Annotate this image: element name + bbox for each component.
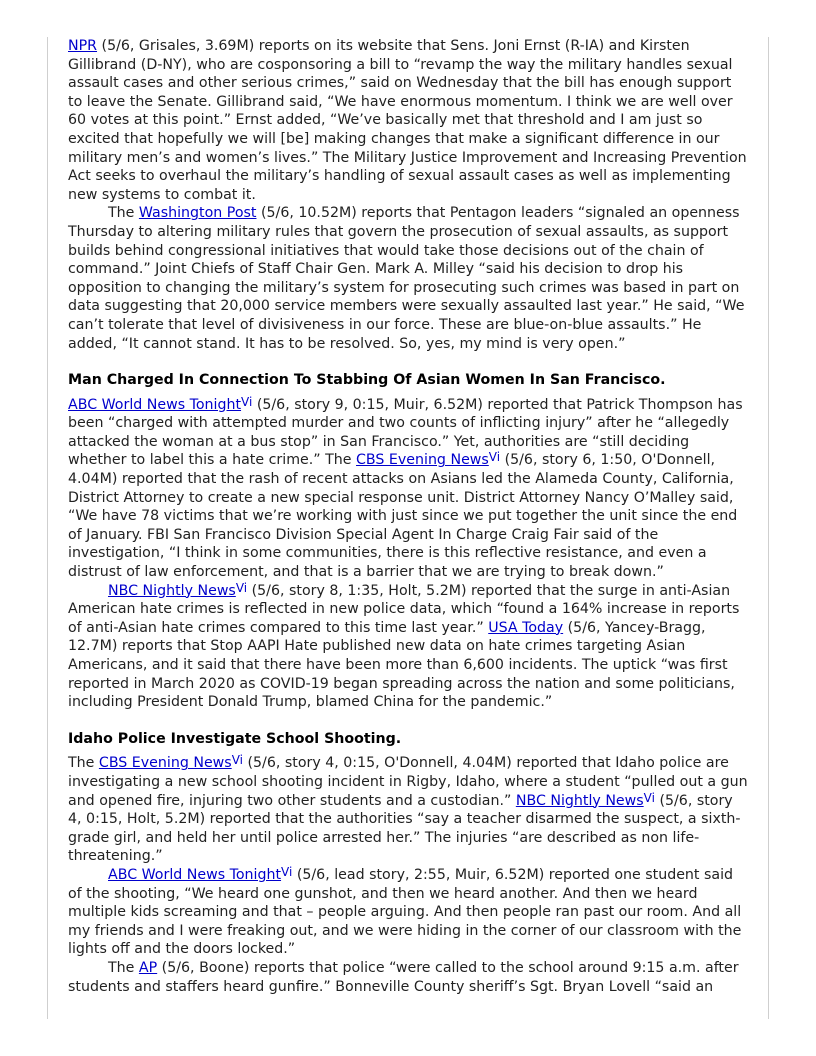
right-margin-rule — [768, 37, 769, 1019]
left-margin-rule — [47, 37, 48, 1019]
paragraph-ap-shooting — [68, 959, 750, 996]
paragraph-npr — [68, 37, 750, 204]
paragraph-text: (5/6, story 8, 1:35, Holt, 5.2M) reported that the surge in anti-Asian American hate crimes is reflected in new police data, which “found a 164% increase in reports of anti-Asian hate crimes compared to this time last year.” — [68, 582, 740, 636]
section-heading-shooting: Idaho Police Investigate School Shooting. — [68, 730, 402, 747]
nbc-nightly-news-link[interactable]: NBC Nightly News — [515, 792, 644, 809]
document-body — [68, 37, 750, 996]
abc-world-news-link[interactable]: ABC World News Tonight — [108, 866, 282, 883]
paragraph-text: (5/6, story 9, 0:15, Muir, 6.52M) reported that Patrick Thompson has been “charged with attempted murder and two counts of inflicting injury” after he “allegedly attacked the woman at a bus stop” in San Francisco.” Yet, authorities are “still deciding whether to label this a hate crime.” The — [68, 396, 743, 469]
paragraph-lead: The — [108, 205, 139, 222]
video-icon[interactable]: Vi — [231, 753, 243, 768]
usa-today-link[interactable]: USA Today — [488, 619, 564, 636]
paragraph-washington-post — [68, 204, 750, 353]
paragraph-text: (5/6, story 6, 1:50, O'Donnell, 4.04M) reported that the rash of recent attacks on Asians led the Alameda County, California, District Attorney to create a new special response unit. District Attorney Nancy O’Malley said, “We have 78 victims that we’re working with just since we put together the unit since the end of January. FBI San Francisco Division Special Agent In Charge Craig Fair said of the investigation, “I think in some communities, there is this reflective resistance, and even a distrust of law enforcement, and that is a barrier that we are trying to break down.” — [68, 452, 738, 581]
paragraph-abc-shooting — [68, 866, 750, 959]
paragraph-text: (5/6, 10.52M) reports that Pentagon leaders “signaled an openness Thursday to altering military rules that govern the prosecution of sexual assaults, as support builds behind congressional initiatives that would take those decisions out of the chain of command.” Joint Chiefs of Staff Chair Gen. Mark A. Milley “said his decision to drop his opposition to changing the military’s system for prosecuting such crimes was based in part on data suggesting that 20,000 service members were sexually assaulted last year.” He said, “We can’t tolerate that level of divisiveness in our force. These are blue-on-blue assaults.” He added, “It cannot stand. It has to be resolved. So, yes, my mind is very open.” — [68, 205, 745, 352]
paragraph-text: (5/6, Boone) reports that police “were called to the school around 9:15 a.m. after students and staffers heard gunfire.” Bonneville County sheriff’s Sgt. Bryan Lovell “said an — [68, 959, 739, 995]
video-icon[interactable]: Vi — [643, 790, 655, 805]
paragraph-text: (5/6, story 4, 0:15, Holt, 5.2M) reported that the authorities “say a teacher disarmed the suspect, a sixth-grade girl, and held her until police arrested her.” The injuries “are described as non life-threatening.” — [68, 792, 741, 865]
washington-post-link[interactable]: Washington Post — [138, 205, 257, 222]
npr-link[interactable]: NPR — [68, 38, 98, 54]
nbc-nightly-news-link[interactable]: NBC Nightly News — [108, 582, 236, 599]
video-icon[interactable]: Vi — [281, 864, 293, 879]
video-icon[interactable]: Vi — [241, 394, 253, 409]
section-heading-stabbing: Man Charged In Connection To Stabbing Of Asian Women In San Francisco. — [68, 372, 666, 389]
paragraph-text: (5/6, Yancey-Bragg, 12.7M) reports that Stop AAPI Hate published new data on hate crimes targeting Asian Americans, and it said that there have been more than 6,600 incidents. The uptick “was first reported in March 2020 as COVID-19 began spreading across the nation and some politicians, including President Donald Trump, blamed China for the pandemic.” — [68, 619, 735, 711]
paragraph-lead: The — [68, 755, 99, 772]
paragraph-nbc-hate-crimes — [68, 582, 750, 712]
paragraph-lead: The — [108, 959, 139, 976]
cbs-evening-news-link[interactable]: CBS Evening News — [98, 755, 232, 772]
paragraph-abc-stabbing — [68, 396, 750, 582]
abc-world-news-link[interactable]: ABC World News Tonight — [68, 396, 242, 413]
cbs-evening-news-link[interactable]: CBS Evening News — [356, 452, 489, 469]
video-icon[interactable]: Vi — [488, 450, 501, 465]
paragraph-text: (5/6, story 4, 0:15, O'Donnell, 4.04M) reported that Idaho police are investigating a new school shooting incident in Rigby, Idaho, where a student “pulled out a gun and opened fire, injuring two other students and a custodian.” — [68, 755, 748, 809]
paragraph-text: (5/6, lead story, 2:55, Muir, 6.52M) reported one student said of the shooting, “We heard one gunshot, and then we heard another. And then we heard multiple kids screaming and that – people arguing. And then people ran past our room. And all my friends and I were freaking out, and we were hiding in the corner of our classroom with the lights off and the doors locked.” — [68, 866, 742, 958]
video-icon[interactable]: Vi — [235, 580, 248, 595]
ap-link[interactable]: AP — [138, 959, 158, 976]
paragraph-cbs-shooting — [68, 754, 750, 866]
paragraph-text: (5/6, Grisales, 3.69M) reports on its website that Sens. Joni Ernst (R-IA) and Kirsten Gillibrand (D-NY), who are cosponsoring a bill to “revamp the way the military handles sexual assault cases and other serious crimes,” said on Wednesday that the bill has enough support to leave the Senate. Gillibrand said, “We have enormous momentum. I think we are well over 60 votes at this point.” Ernst added, “We’ve basically met that threshold and I am just so excited that hopefully we will [be] making changes that make a significant difference in our military men’s and women’s lives.” The Military Justice Improvement and Increasing Prevention Act seeks to overhaul the military’s handling of sexual assault cases as well as implementing new systems to combat it. — [68, 38, 747, 203]
